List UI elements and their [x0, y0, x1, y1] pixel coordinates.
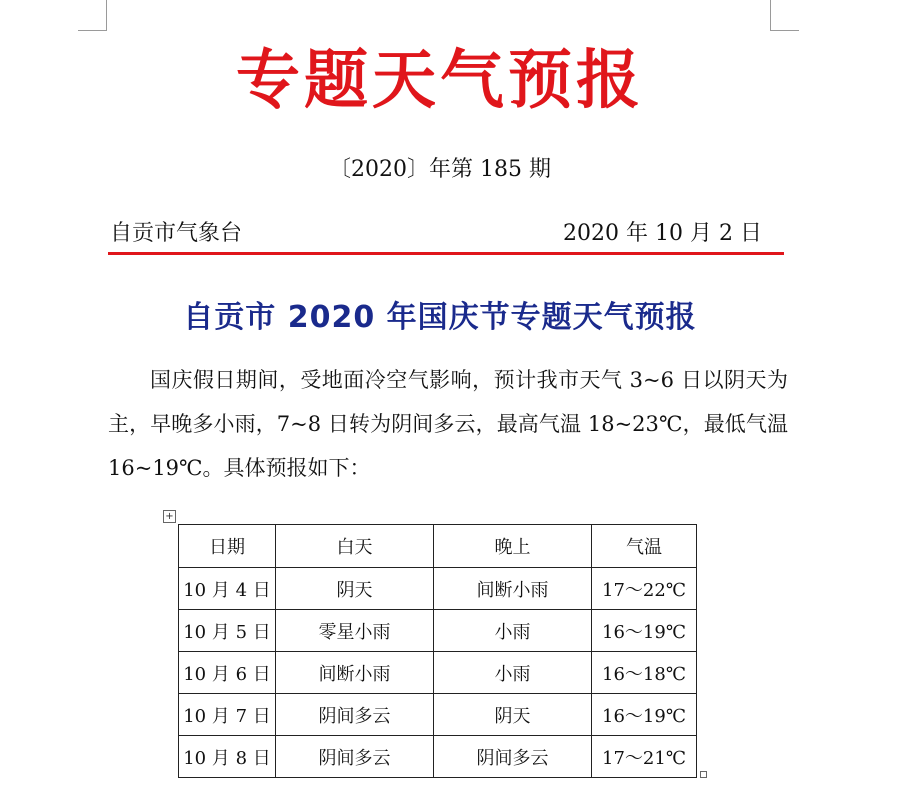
cell-night: 间断小雨 [434, 568, 592, 610]
cell-date: 10 月 8 日 [179, 736, 276, 778]
cell-day: 零星小雨 [276, 610, 434, 652]
cell-date: 10 月 7 日 [179, 694, 276, 736]
table-row [179, 652, 697, 694]
cell-date: 10 月 6 日 [179, 652, 276, 694]
cell-temperature: 17～22℃ [592, 568, 697, 610]
cell-temperature: 16～18℃ [592, 652, 697, 694]
article-title: 自贡市 2020 年国庆节专题天气预报 [183, 300, 697, 335]
cell-date: 10 月 4 日 [179, 568, 276, 610]
cell-day: 阴天 [276, 568, 434, 610]
cell-night: 阴天 [434, 694, 592, 736]
cell-night: 小雨 [434, 652, 592, 694]
move-handle-icon[interactable]: + [163, 510, 176, 523]
issue-number: 〔2020〕年第 185 期 [329, 157, 551, 182]
table-row [179, 694, 697, 736]
resize-handle-icon[interactable] [700, 771, 707, 778]
header-cell-night: 晚上 [434, 525, 592, 568]
crop-mark-top-left [78, 0, 107, 31]
issuer-name: 自贡市气象台 [110, 221, 243, 246]
cell-temperature: 16～19℃ [592, 610, 697, 652]
header-divider [108, 252, 784, 255]
cell-temperature: 16～19℃ [592, 694, 697, 736]
table-row [179, 610, 697, 652]
document-title: 专题天气预报 [236, 43, 644, 118]
table-header-row [179, 525, 697, 568]
cell-day: 阴间多云 [276, 736, 434, 778]
cell-day: 间断小雨 [276, 652, 434, 694]
cell-night: 阴间多云 [434, 736, 592, 778]
table-row [179, 736, 697, 778]
article-body: 国庆假日期间，受地面冷空气影响，预计我市天气 3~6 日以阴天为主，早晚多小雨，7~8 日转为阴间多云，最高气温 18~23℃，最低气温 16~19℃。具体预报如下： [108, 368, 788, 480]
table-row [179, 568, 697, 610]
cell-night: 小雨 [434, 610, 592, 652]
header-cell-temperature: 气温 [592, 525, 697, 568]
header-cell-date: 日期 [179, 525, 276, 568]
cell-temperature: 17～21℃ [592, 736, 697, 778]
crop-mark-top-right [770, 0, 799, 31]
issue-date: 2020 年 10 月 2 日 [563, 221, 762, 246]
cell-date: 10 月 5 日 [179, 610, 276, 652]
header-cell-day: 白天 [276, 525, 434, 568]
forecast-table [178, 524, 697, 778]
cell-day: 阴间多云 [276, 694, 434, 736]
